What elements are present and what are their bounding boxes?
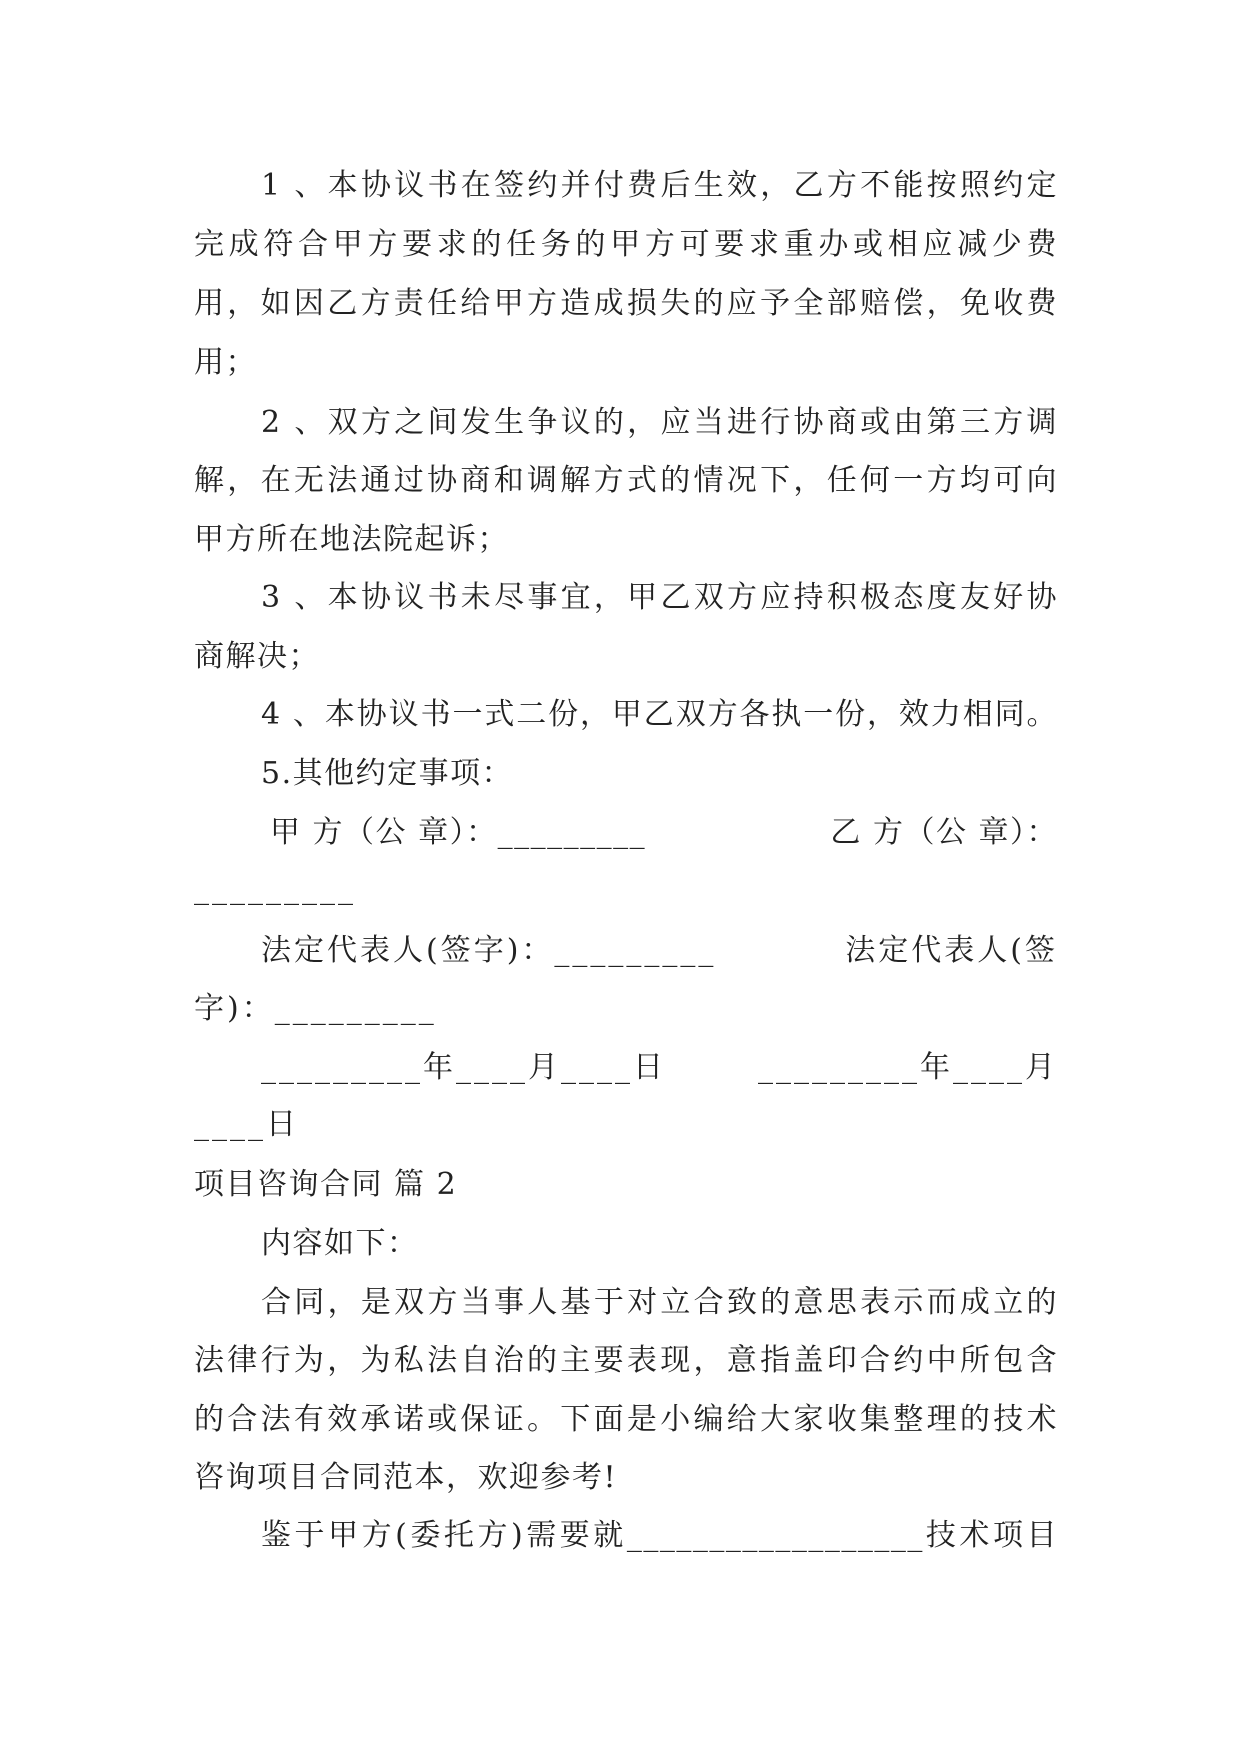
clause-4-line-1: 4 、本协议书一式二份，甲乙双方各执一份，效力相同。 [261, 697, 1058, 732]
clause-1-line-4: 用； [194, 345, 257, 380]
section-paragraph-2-line-3: 的合法有效承诺或保证。下面是小编给大家收集整理的技术 [194, 1402, 1058, 1437]
clause-5-line-1: 5.其他约定事项： [261, 756, 514, 791]
clause-3-line-2: 商解决； [194, 639, 320, 674]
section-paragraph-2-line-1: 合同，是双方当事人基于对立合致的意思表示而成立的 [261, 1285, 1058, 1320]
section-paragraph-3-line-1: 鉴于甲方(委托方)需要就__________________技术项目 [261, 1518, 1058, 1553]
party-a-date: _________年____月____日 [261, 1050, 666, 1085]
party-b-seal-blank: _________ [194, 871, 356, 906]
clause-1-line-2: 完成符合甲方要求的任务的甲方可要求重办或相应减少费 [194, 227, 1058, 262]
section-paragraph-2-line-4: 咨询项目合同范本，欢迎参考! [194, 1460, 618, 1495]
party-b-date-cont: ____日 [194, 1107, 299, 1142]
section-heading: 项目咨询合同 篇 2 [194, 1167, 458, 1202]
clause-2-line-1: 2 、双方之间发生争议的，应当进行协商或由第三方调 [261, 405, 1058, 440]
party-b-date: _________年____月 [758, 1050, 1058, 1085]
clause-3-line-1: 3 、本协议书未尽事宜，甲乙双方应持积极态度友好协 [261, 580, 1058, 615]
party-b-seal-label: 乙 方（公 章）： [830, 815, 1058, 850]
section-paragraph-1-line-1: 内容如下： [261, 1226, 419, 1261]
section-paragraph-2-line-2: 法律行为，为私法自治的主要表现，意指盖印合约中所包含 [194, 1343, 1058, 1378]
party-a-representative-label: 法定代表人(签字)：_________ [261, 933, 717, 968]
clause-1-line-1: 1 、本协议书在签约并付费后生效，乙方不能按照约定 [261, 168, 1058, 203]
party-b-representative-label: 法定代表人(签 [845, 933, 1058, 968]
party-b-representative-label-cont: 字)：_________ [194, 991, 437, 1026]
clause-2-line-2: 解，在无法通过协商和调解方式的情况下，任何一方均可向 [194, 463, 1058, 498]
clause-1-line-3: 用，如因乙方责任给甲方造成损失的应予全部赔偿，免收费 [194, 286, 1058, 321]
clause-2-line-3: 甲方所在地法院起诉； [194, 522, 509, 557]
party-a-seal-label: 甲 方（公 章）：_________ [270, 815, 647, 850]
